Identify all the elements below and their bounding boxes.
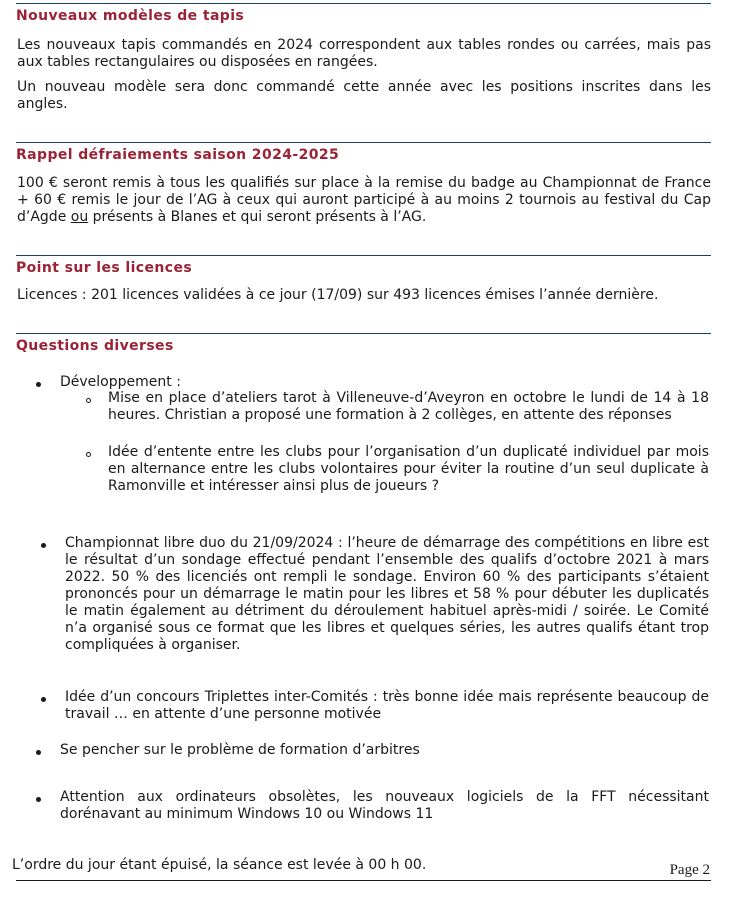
section-rule: [16, 333, 711, 357]
paragraph: Un nouveau modèle sera donc commandé cette année avec les positions inscrites dans les angles.: [17, 79, 711, 112]
bullet-icon: [36, 797, 41, 802]
sub-bullet-icon: [86, 452, 91, 457]
bullet-icon: [41, 697, 46, 702]
paragraph: [16, 175, 711, 226]
list-item: Développement :: [60, 374, 181, 390]
paragraph: Licences : 201 licences validées à ce jour (17/09) sur 493 licences émises l’année dernière.: [17, 287, 659, 303]
paragraph-text: présents à Blanes et qui seront présents à l’AG.: [88, 209, 427, 225]
paragraph: Les nouveaux tapis commandés en 2024 correspondent aux tables rondes ou carrées, mais pas aux tables rectangulaires ou disposées en rangées.: [17, 37, 711, 70]
section-rule: [16, 255, 711, 279]
section-rule: [16, 3, 711, 27]
paragraph-text: 100 € seront remis à tous les qualifiés sur place à la remise du badge au Championnat de France + 60 € remis le jour de l’AG à ceux qui auront participé à au moins 2 tournois au festival du Cap d’Agde: [17, 175, 711, 225]
section-title: Point sur les licences: [16, 260, 193, 276]
list-item: Se pencher sur le problème de formation d’arbitres: [60, 742, 420, 758]
bullet-icon: [41, 543, 46, 548]
list-item: Idée d’un concours Triplettes inter-Comités : très bonne idée mais représente beaucoup de travail … en attente d’une personne motivée: [65, 689, 709, 722]
closing-statement: L’ordre du jour étant épuisé, la séance est levée à 00 h 00.: [12, 857, 427, 873]
section-title: Nouveaux modèles de tapis: [16, 8, 245, 24]
section-title: Rappel défraiements saison 2024-2025: [16, 147, 340, 163]
section-title: Questions diverses: [16, 338, 174, 354]
section-tapis: [16, 3, 711, 113]
bullet-icon: [36, 382, 41, 387]
section-questions: [16, 333, 711, 357]
section-defraiements: [16, 142, 711, 226]
sub-list-item: Mise en place d’ateliers tarot à Villeneuve-d’Aveyron en octobre le lundi de 14 à 18 heures. Christian a proposé une formation à 2 collèges, en attente des réponses: [108, 390, 709, 423]
page-number: Page 2: [669, 862, 710, 878]
list-item: Attention aux ordinateurs obsolètes, les nouveaux logiciels de la FFT nécessitant dorénavant au minimum Windows 10 ou Windows 11: [60, 789, 709, 822]
underlined-word: ou: [70, 209, 89, 225]
bullet-icon: [36, 750, 41, 755]
sub-list-item: Idée d’entente entre les clubs pour l’organisation d’un duplicaté individuel par mois en alternance entre les clubs volontaires pour éviter la routine d’un seul duplicate à Ramonville et intéresser ainsi plus de joueurs ?: [108, 444, 709, 494]
section-rule: [16, 142, 711, 166]
list-item: Championnat libre duo du 21/09/2024 : l’heure de démarrage des compétitions en libre est le résultat d’un sondage effectué pendant l’ensemble des qualifs d’octobre 2021 à mars 2022. 50 % des licenciés ont rempli le sondage. Environ 60 % des participants s’étaient prononcés pour un démarrage le matin pour les libres et 58 % pour débuter les duplicatés le matin également au détriment du déroulement habituel après-midi / soirée. Le Comité n’a organisé sous ce format que les libres et quelques séries, les autres qualifs étant trop compliquées à organiser.: [65, 535, 709, 653]
section-licences: [16, 255, 711, 304]
footer-rule: [16, 880, 711, 881]
sub-bullet-icon: [86, 398, 91, 403]
